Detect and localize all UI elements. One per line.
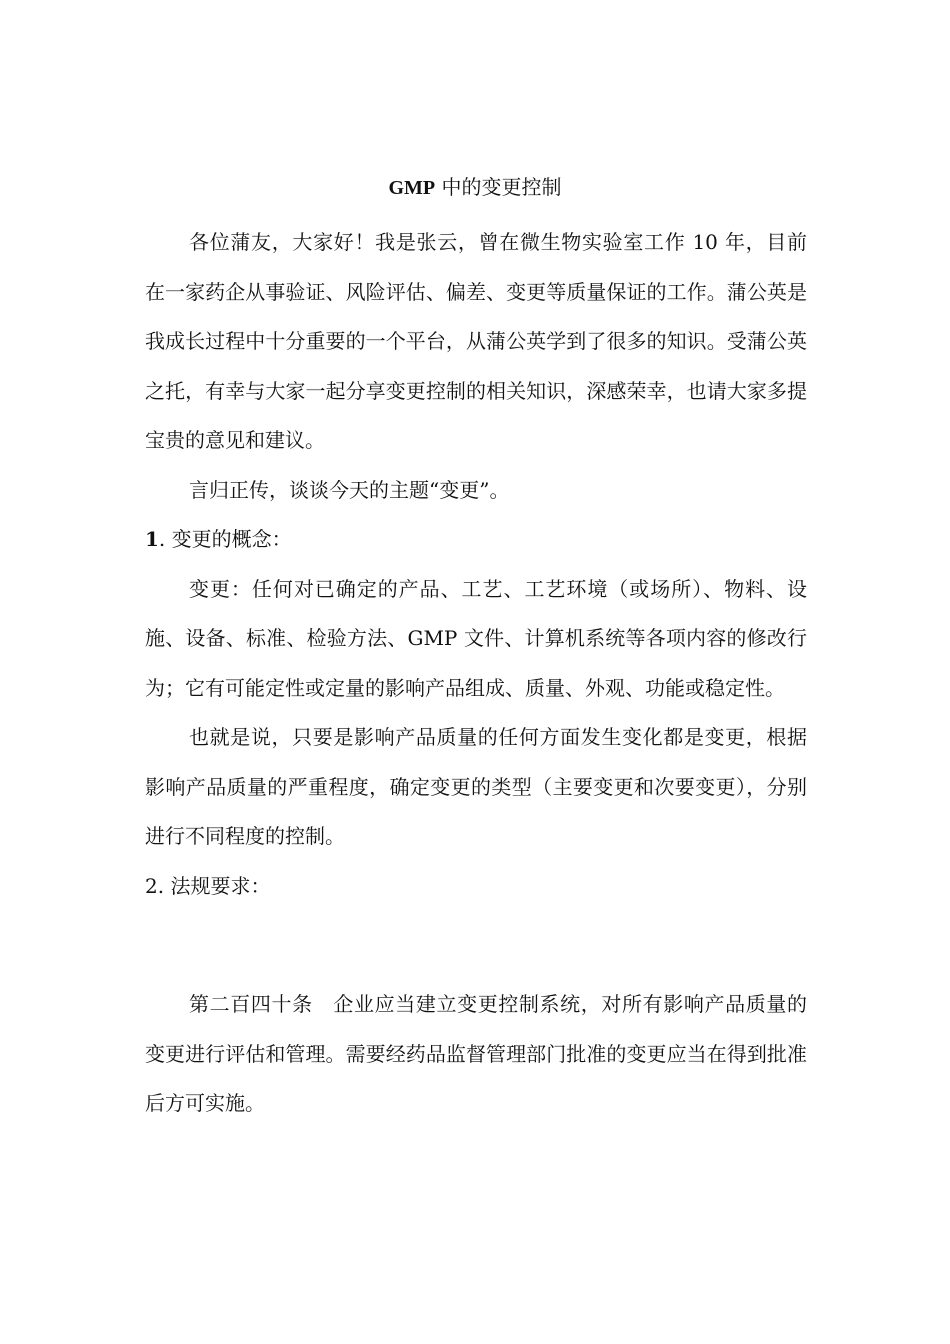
body-block-1 — [145, 218, 807, 911]
document-title — [0, 172, 950, 203]
article-paragraph: 第二百四十条 企业应当建立变更控制系统，对所有影响产品质量的变更进行评估和管理。需要经药品监督管理部门批准的变更应当在得到批准后方可实施。 — [145, 992, 807, 1115]
intro-paragraph: 各位蒲友，大家好！我是张云，曾在微生物实验室工作 10 年，目前在一家药企从事验证、风险评估、偏差、变更等质量保证的工作。蒲公英是我成长过程中十分重要的一个平台，从蒲公英学到了很多的知识。受蒲公英之托，有幸与大家一起分享变更控制的相关知识，深感荣幸，也请大家多提宝贵的意见和建议。 — [145, 230, 807, 452]
topic-paragraph: 言归正传，谈谈今天的主题“变更”。 — [189, 477, 510, 502]
section-1-title: . 变更的概念： — [158, 527, 292, 551]
section-2-heading: 2. 法规要求： — [145, 873, 271, 898]
body-block-2 — [145, 980, 807, 1129]
section-1-number: 1 — [145, 527, 159, 551]
title-gmp: GMP — [388, 177, 436, 199]
section-1-heading — [145, 515, 807, 565]
title-rest: 中的变更控制 — [435, 175, 562, 199]
definition-paragraph: 变更：任何对已确定的产品、工艺、工艺环境（或场所）、物料、设施、设备、标准、检验方法、GMP 文件、计算机系统等各项内容的修改行为；它有可能定性或定量的影响产品组成、质量、外观、功能或稳定性。 — [145, 576, 807, 700]
explanation-paragraph: 也就是说，只要是影响产品质量的任何方面发生变化都是变更，根据影响产品质量的严重程度，确定变更的类型（主要变更和次要变更），分别进行不同程度的控制。 — [145, 725, 807, 848]
